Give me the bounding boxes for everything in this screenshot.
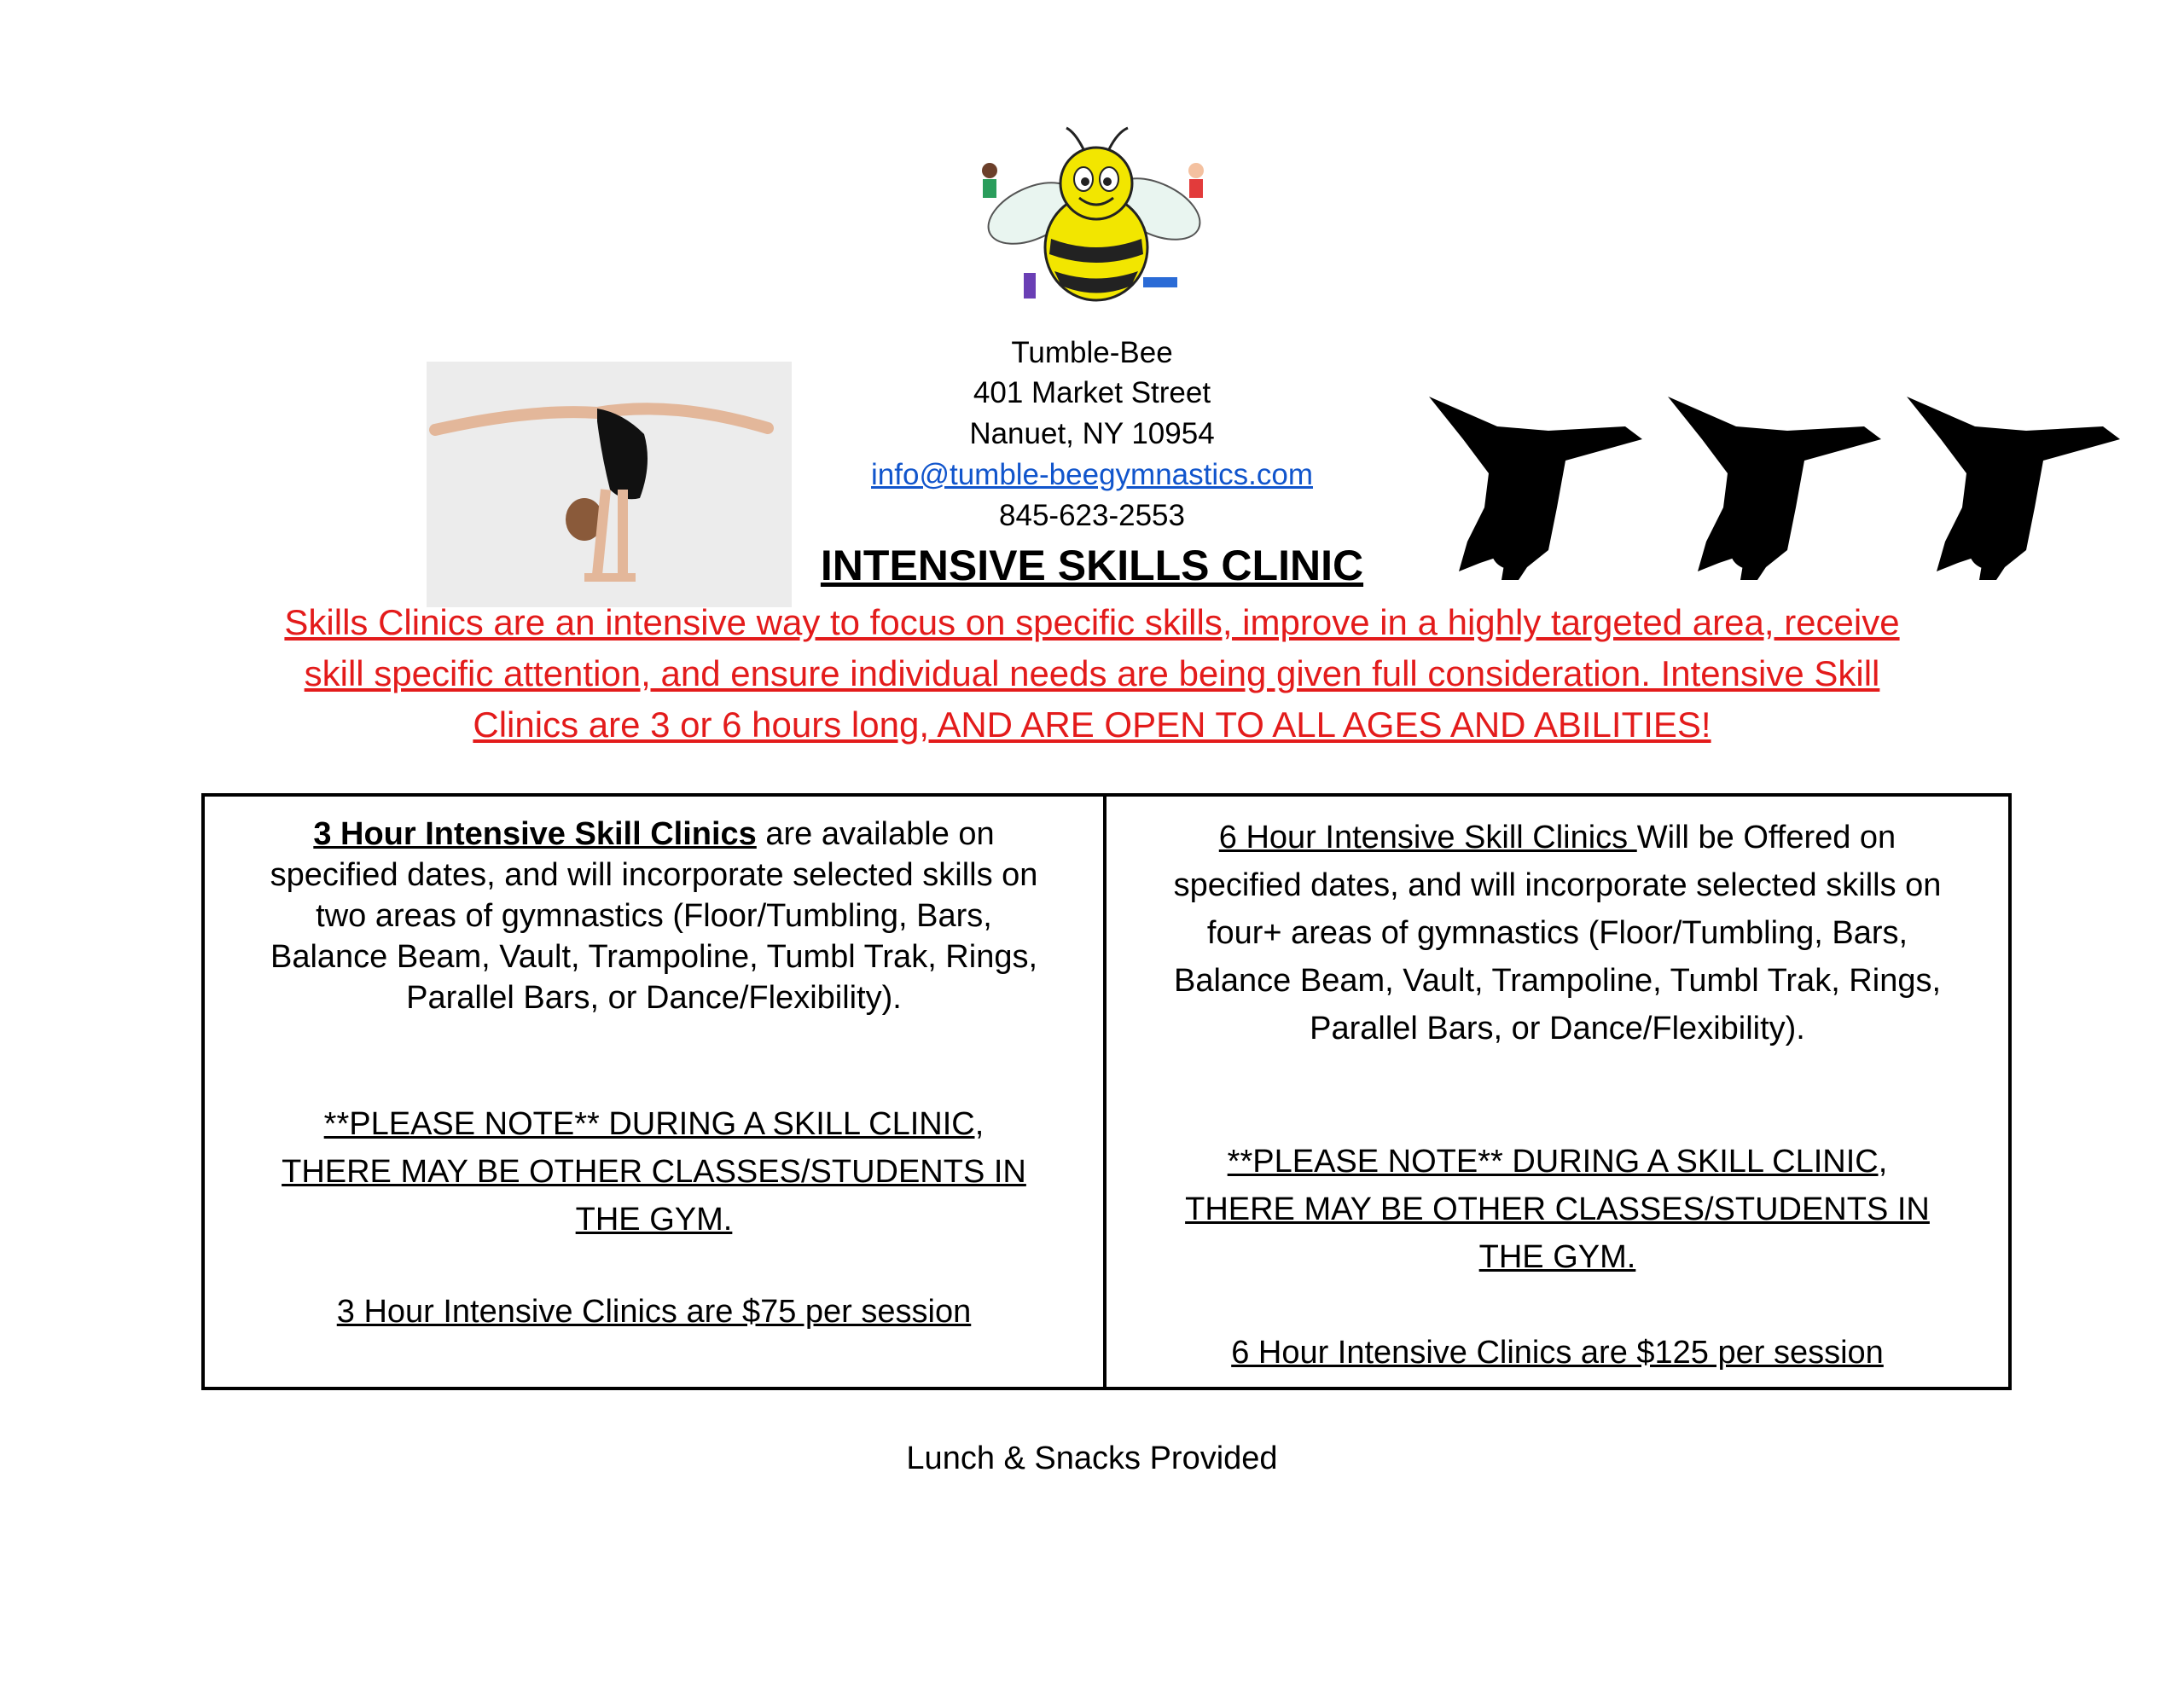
- contact-city: Nanuet, NY 10954: [969, 417, 1215, 450]
- six-hour-desc: Will be Offered on: [1636, 820, 1896, 855]
- tumble-bee-logo: [973, 111, 1220, 311]
- three-hour-desc: specified dates, and will incorporate selected skills on: [270, 857, 1038, 893]
- six-hour-clinic-cell: [1107, 797, 2008, 1387]
- three-hour-desc: are available on: [756, 816, 995, 852]
- contact-street: 401 Market Street: [973, 376, 1211, 409]
- six-hour-desc: Parallel Bars, or Dance/Flexibility).: [1310, 1011, 1805, 1046]
- three-hour-price: 3 Hour Intensive Clinics are $75 per session: [336, 1294, 972, 1330]
- six-hour-desc: four+ areas of gymnastics (Floor/Tumbling, Bars,: [1206, 915, 1908, 951]
- six-hour-desc: specified dates, and will incorporate selected skills on: [1173, 867, 1942, 903]
- three-hour-note: THERE MAY BE OTHER CLASSES/STUDENTS IN: [282, 1154, 1026, 1190]
- three-hour-clinic-cell: [205, 797, 1107, 1387]
- three-hour-desc: Balance Beam, Vault, Trampoline, Tumbl Trak, Rings,: [270, 939, 1038, 975]
- three-hour-heading: 3 Hour Intensive Skill Clinics: [313, 816, 757, 852]
- contact-name: Tumble-Bee: [1011, 336, 1173, 369]
- six-hour-desc: Balance Beam, Vault, Trampoline, Tumbl Trak, Rings,: [1173, 963, 1942, 999]
- three-hour-desc: Parallel Bars, or Dance/Flexibility).: [406, 980, 902, 1016]
- clinic-table: [201, 793, 2012, 1390]
- page-title: INTENSIVE SKILLS CLINIC: [820, 542, 1364, 589]
- six-hour-note: **PLEASE NOTE** DURING A SKILL CLINIC,: [1227, 1144, 1888, 1180]
- intro-line: skill specific attention, and ensure individual needs are being given full consideration. Intensive Skill: [304, 653, 1880, 693]
- intro-line: Skills Clinics are an intensive way to focus on specific skills, improve in a highly targeted area, receive: [284, 602, 1900, 642]
- intro-paragraph: [196, 597, 1988, 751]
- six-hour-price: 6 Hour Intensive Clinics are $125 per session: [1231, 1335, 1884, 1371]
- intro-line: Clinics are 3 or 6 hours long, AND ARE OPEN TO ALL AGES AND ABILITIES!: [473, 704, 1711, 745]
- three-hour-note: THE GYM.: [575, 1202, 733, 1238]
- contact-phone: 845-623-2553: [999, 499, 1185, 532]
- six-hour-note: THE GYM.: [1478, 1239, 1636, 1275]
- six-hour-heading: 6 Hour Intensive Skill Clinics: [1218, 820, 1637, 855]
- contact-email-link[interactable]: info@tumble-beegymnastics.com: [871, 458, 1313, 491]
- three-hour-note: **PLEASE NOTE** DURING A SKILL CLINIC,: [323, 1106, 985, 1142]
- three-hour-desc: two areas of gymnastics (Floor/Tumbling, Bars,: [316, 898, 992, 934]
- footer-note: Lunch & Snacks Provided: [906, 1441, 1278, 1476]
- six-hour-note: THERE MAY BE OTHER CLASSES/STUDENTS IN: [1185, 1191, 1930, 1227]
